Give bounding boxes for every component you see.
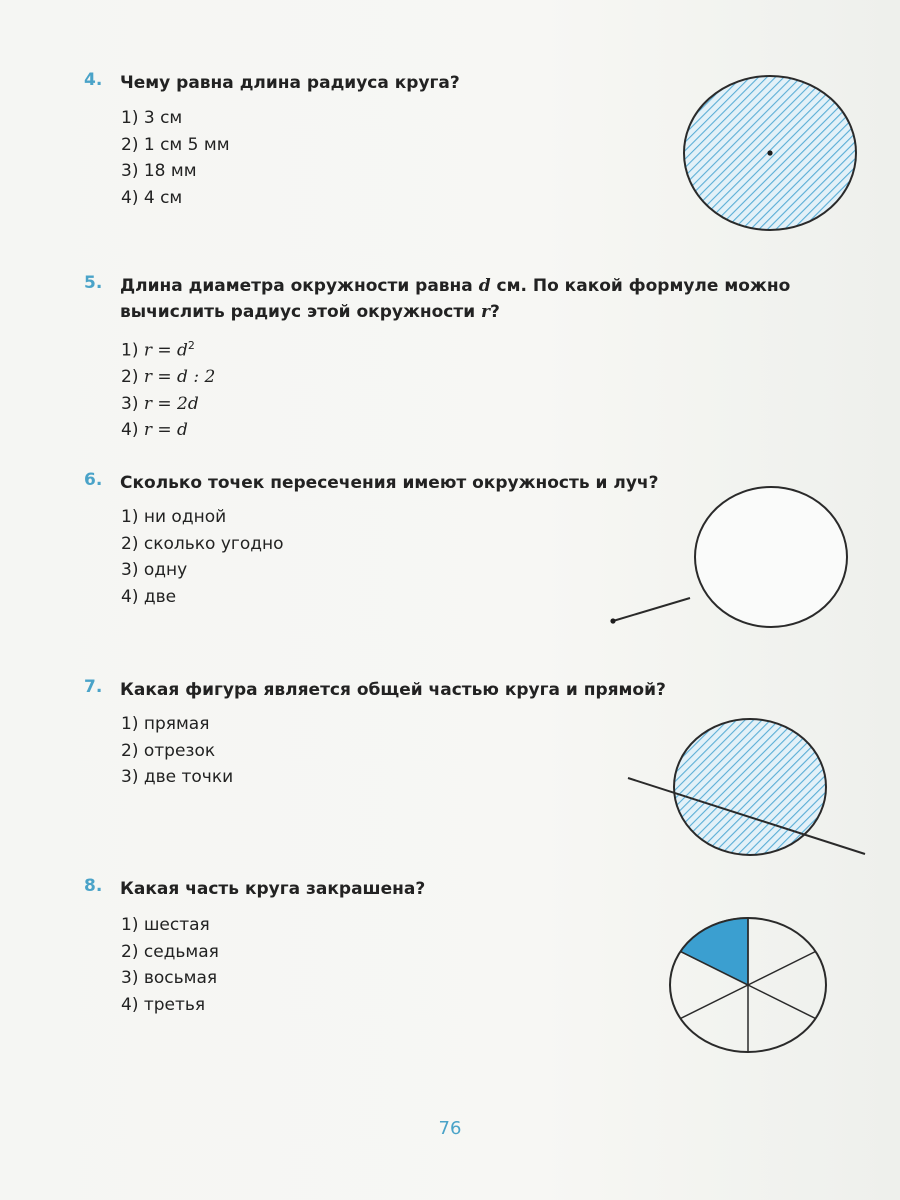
circle-and-line-figure	[625, 712, 870, 862]
option-prefix: 1)	[121, 340, 144, 361]
question-text: ?	[490, 302, 500, 322]
answer-option[interactable]: 1) шестая	[121, 915, 210, 935]
task-question: Какая часть круга закрашена?	[120, 879, 426, 899]
answer-options	[121, 711, 233, 791]
circle-and-ray-figure	[600, 484, 860, 634]
task-question: Какая фигура является общей частью круга и прямой?	[120, 680, 666, 700]
answer-options	[121, 912, 219, 1018]
option-prefix: 3)	[121, 393, 144, 414]
answer-option[interactable]: 2) седьмая	[121, 941, 219, 962]
answer-option[interactable]: 3) 18 мм	[121, 161, 197, 181]
answer-options	[121, 105, 230, 211]
task-question	[120, 273, 860, 325]
answer-option[interactable]: 3) одну	[121, 560, 188, 580]
formula: r = d	[143, 420, 188, 441]
shaded-sector	[681, 918, 749, 985]
answer-option[interactable]: 1) ни одной	[121, 507, 227, 527]
answer-option[interactable]: 3) две точки	[121, 767, 234, 787]
answer-options	[121, 504, 284, 610]
answer-option[interactable]: 4) две	[121, 586, 177, 607]
option-prefix: 2)	[121, 367, 144, 388]
variable-r: r	[481, 302, 491, 322]
answer-option[interactable]: 3) восьмая	[121, 968, 218, 988]
hatched-circle-figure	[678, 72, 863, 237]
task-number: 6.	[84, 470, 103, 490]
variable-d: d	[478, 276, 491, 296]
task-number: 8.	[84, 876, 103, 896]
task-question: Сколько точек пересечения имеют окружность и луч?	[120, 473, 659, 493]
page-number: 76	[438, 1118, 462, 1139]
answer-option[interactable]: 2) сколько угодно	[121, 533, 284, 554]
formula: r = d : 2	[143, 367, 216, 388]
answer-option[interactable]: 2) 1 см 5 мм	[121, 134, 230, 155]
answer-options	[121, 333, 215, 444]
question-text: вычислить радиус этой окружности	[120, 302, 482, 322]
task-number: 4.	[84, 70, 103, 90]
answer-option[interactable]	[121, 417, 215, 444]
formula: r = d	[143, 340, 188, 361]
question-text: Длина диаметра окружности равна	[120, 276, 479, 296]
answer-option[interactable]	[121, 333, 215, 364]
answer-option[interactable]: 1) прямая	[121, 714, 210, 734]
task-number: 7.	[84, 677, 103, 697]
answer-option[interactable]: 2) отрезок	[121, 740, 216, 761]
divided-circle-figure	[668, 912, 828, 1062]
answer-option[interactable]: 4) 4 см	[121, 187, 183, 208]
superscript: 2	[187, 339, 195, 352]
task-question: Чему равна длина радиуса круга?	[120, 73, 460, 93]
task-number: 5.	[84, 273, 103, 293]
answer-option[interactable]	[121, 391, 215, 418]
formula: r = 2d	[143, 393, 199, 414]
option-prefix: 4)	[121, 420, 144, 441]
answer-option[interactable]: 1) 3 см	[121, 108, 183, 128]
answer-option[interactable]: 4) третья	[121, 994, 206, 1015]
question-text: см. По какой формуле можно	[490, 276, 791, 296]
answer-option[interactable]	[121, 364, 215, 391]
